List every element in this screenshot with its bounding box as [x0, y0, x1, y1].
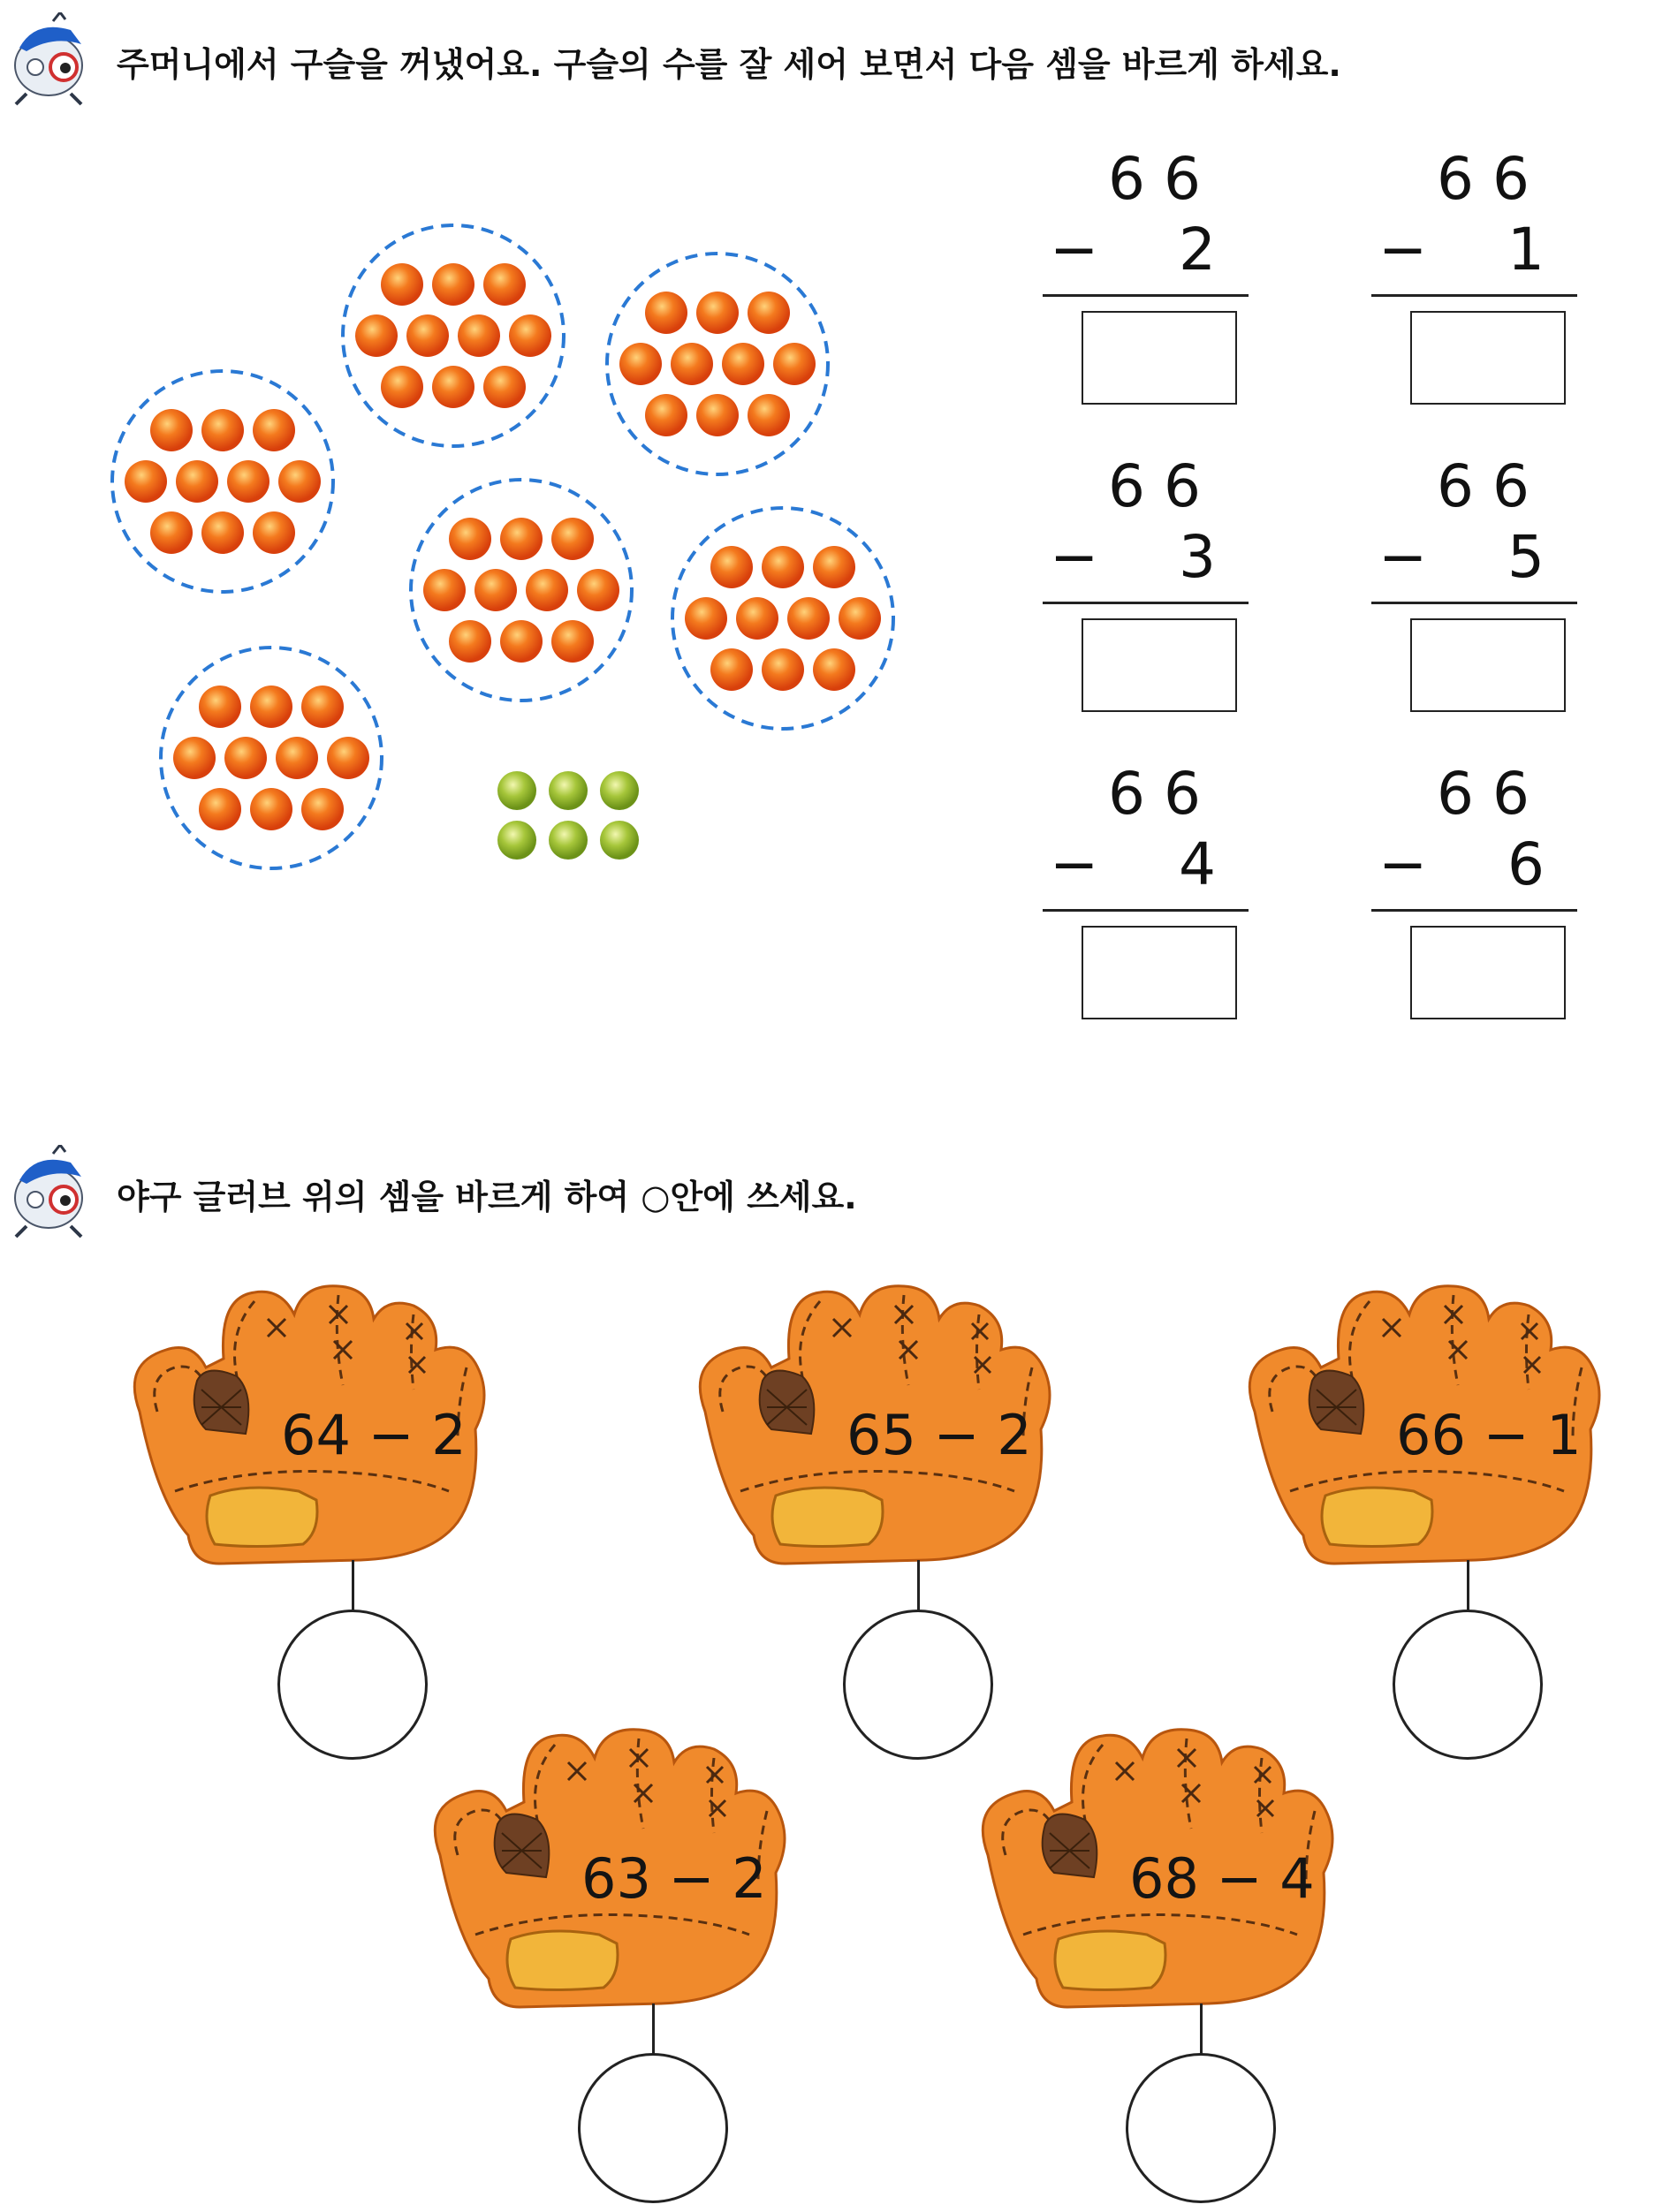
answer-box[interactable] — [1082, 926, 1237, 1019]
glove-expression: 68 − 4 — [1129, 1846, 1315, 1911]
subtraction-problem — [1371, 760, 1583, 1057]
orange-marble — [474, 569, 517, 611]
green-marble — [600, 821, 639, 860]
answer-circle[interactable] — [1393, 1610, 1543, 1760]
orange-marble — [381, 366, 423, 408]
instruction-text-1: 주머니에서 구슬을 꺼냈어요. 구슬의 수를 잘 세어 보면서 다음 셈을 바르게 하세요. — [117, 44, 1341, 84]
glove-expression: 66 − 1 — [1396, 1403, 1582, 1467]
orange-marble — [301, 686, 344, 728]
orange-marble — [787, 597, 830, 640]
green-marble — [600, 771, 639, 810]
orange-marble — [696, 394, 739, 436]
glove-problem — [422, 1723, 838, 2200]
orange-marble — [685, 597, 727, 640]
answer-circle[interactable] — [1126, 2053, 1276, 2203]
minuend: 6 6 — [1437, 452, 1530, 520]
orange-marble — [500, 620, 543, 663]
glove-problem — [122, 1279, 537, 1756]
orange-marble — [551, 620, 594, 663]
orange-marble — [449, 518, 491, 560]
connector-line — [352, 1560, 354, 1613]
minus-sign: − — [1378, 523, 1428, 591]
orange-marble — [748, 394, 790, 436]
subtraction-problem — [1371, 452, 1583, 749]
subtrahend: 4 — [1179, 830, 1216, 898]
orange-marble — [458, 314, 500, 357]
orange-marble — [762, 546, 804, 588]
orange-marble — [551, 518, 594, 560]
instruction-1 — [0, 12, 1341, 110]
green-marble — [549, 821, 588, 860]
connector-line — [652, 2004, 655, 2057]
answer-circle[interactable] — [277, 1610, 428, 1760]
minuend: 6 6 — [1108, 145, 1201, 213]
orange-marble — [227, 460, 269, 503]
orange-marble — [301, 788, 344, 830]
minuend: 6 6 — [1437, 145, 1530, 213]
answer-rule — [1043, 909, 1249, 912]
orange-marble — [500, 518, 543, 560]
orange-marble — [432, 366, 474, 408]
subtrahend: 5 — [1507, 523, 1545, 591]
orange-marble — [327, 737, 369, 779]
subtrahend: 6 — [1507, 830, 1545, 898]
subtrahend: 2 — [1179, 216, 1216, 284]
orange-marble — [483, 263, 526, 306]
answer-circle[interactable] — [578, 2053, 728, 2203]
orange-marble — [423, 569, 466, 611]
glove-expression: 63 − 2 — [581, 1846, 767, 1911]
orange-marble — [432, 263, 474, 306]
orange-marble — [748, 292, 790, 334]
orange-marble — [577, 569, 619, 611]
glove-problem — [1237, 1279, 1652, 1756]
glove-problem — [687, 1279, 1103, 1756]
orange-marble — [276, 737, 318, 779]
answer-rule — [1371, 909, 1577, 912]
answer-rule — [1043, 602, 1249, 604]
orange-marble — [278, 460, 321, 503]
answer-box[interactable] — [1082, 311, 1237, 405]
connector-line — [1200, 2004, 1203, 2057]
subtraction-problem — [1371, 145, 1583, 442]
orange-marble — [355, 314, 398, 357]
orange-marble — [176, 460, 218, 503]
orange-marble — [449, 620, 491, 663]
orange-marble — [483, 366, 526, 408]
connector-line — [1467, 1560, 1469, 1613]
minuend: 6 6 — [1108, 452, 1201, 520]
marble-illustration — [106, 212, 919, 901]
minus-sign: − — [1050, 523, 1099, 591]
answer-rule — [1371, 294, 1577, 297]
minus-sign: − — [1050, 216, 1099, 284]
orange-marble — [813, 546, 855, 588]
orange-marble — [125, 460, 167, 503]
mascot-icon — [0, 1145, 97, 1242]
orange-marble — [671, 343, 713, 385]
orange-marble — [150, 511, 193, 554]
green-marble — [497, 821, 536, 860]
orange-marble — [173, 737, 216, 779]
minuend: 6 6 — [1108, 760, 1201, 828]
orange-marble — [696, 292, 739, 334]
orange-marble — [526, 569, 568, 611]
orange-marble — [762, 648, 804, 691]
orange-marble — [619, 343, 662, 385]
orange-marble — [199, 686, 241, 728]
orange-marble — [201, 511, 244, 554]
orange-marble — [406, 314, 449, 357]
green-marble — [549, 771, 588, 810]
answer-box[interactable] — [1410, 311, 1566, 405]
marble-icon — [106, 212, 919, 901]
subtrahend: 3 — [1179, 523, 1216, 591]
orange-marble — [150, 409, 193, 451]
subtraction-problem — [1043, 145, 1255, 442]
mascot-icon — [0, 12, 97, 110]
answer-rule — [1043, 294, 1249, 297]
instruction-2 — [0, 1145, 857, 1242]
instruction-text-2: 야구 글러브 위의 셈을 바르게 하여 ○안에 쓰세요. — [117, 1177, 857, 1216]
subtrahend: 1 — [1507, 216, 1545, 284]
orange-marble — [645, 394, 687, 436]
glove-expression: 65 − 2 — [846, 1403, 1032, 1467]
orange-marble — [736, 597, 778, 640]
connector-line — [917, 1560, 920, 1613]
orange-marble — [813, 648, 855, 691]
orange-marble — [773, 343, 816, 385]
glove-problem — [970, 1723, 1385, 2200]
orange-marble — [250, 686, 292, 728]
answer-box[interactable] — [1410, 926, 1566, 1019]
orange-marble — [381, 263, 423, 306]
orange-marble — [224, 737, 267, 779]
answer-rule — [1371, 602, 1577, 604]
minus-sign: − — [1378, 216, 1428, 284]
minus-sign: − — [1050, 830, 1099, 898]
subtraction-problem — [1043, 452, 1255, 749]
orange-marble — [250, 788, 292, 830]
orange-marble — [710, 648, 753, 691]
orange-marble — [710, 546, 753, 588]
orange-marble — [253, 511, 295, 554]
orange-marble — [722, 343, 764, 385]
minus-sign: − — [1378, 830, 1428, 898]
orange-marble — [199, 788, 241, 830]
green-marble — [497, 771, 536, 810]
minuend: 6 6 — [1437, 760, 1530, 828]
glove-expression: 64 − 2 — [281, 1403, 467, 1467]
orange-marble — [839, 597, 881, 640]
answer-box[interactable] — [1082, 618, 1237, 712]
orange-marble — [253, 409, 295, 451]
orange-marble — [645, 292, 687, 334]
orange-marble — [509, 314, 551, 357]
subtraction-problem — [1043, 760, 1255, 1057]
answer-box[interactable] — [1410, 618, 1566, 712]
orange-marble — [201, 409, 244, 451]
